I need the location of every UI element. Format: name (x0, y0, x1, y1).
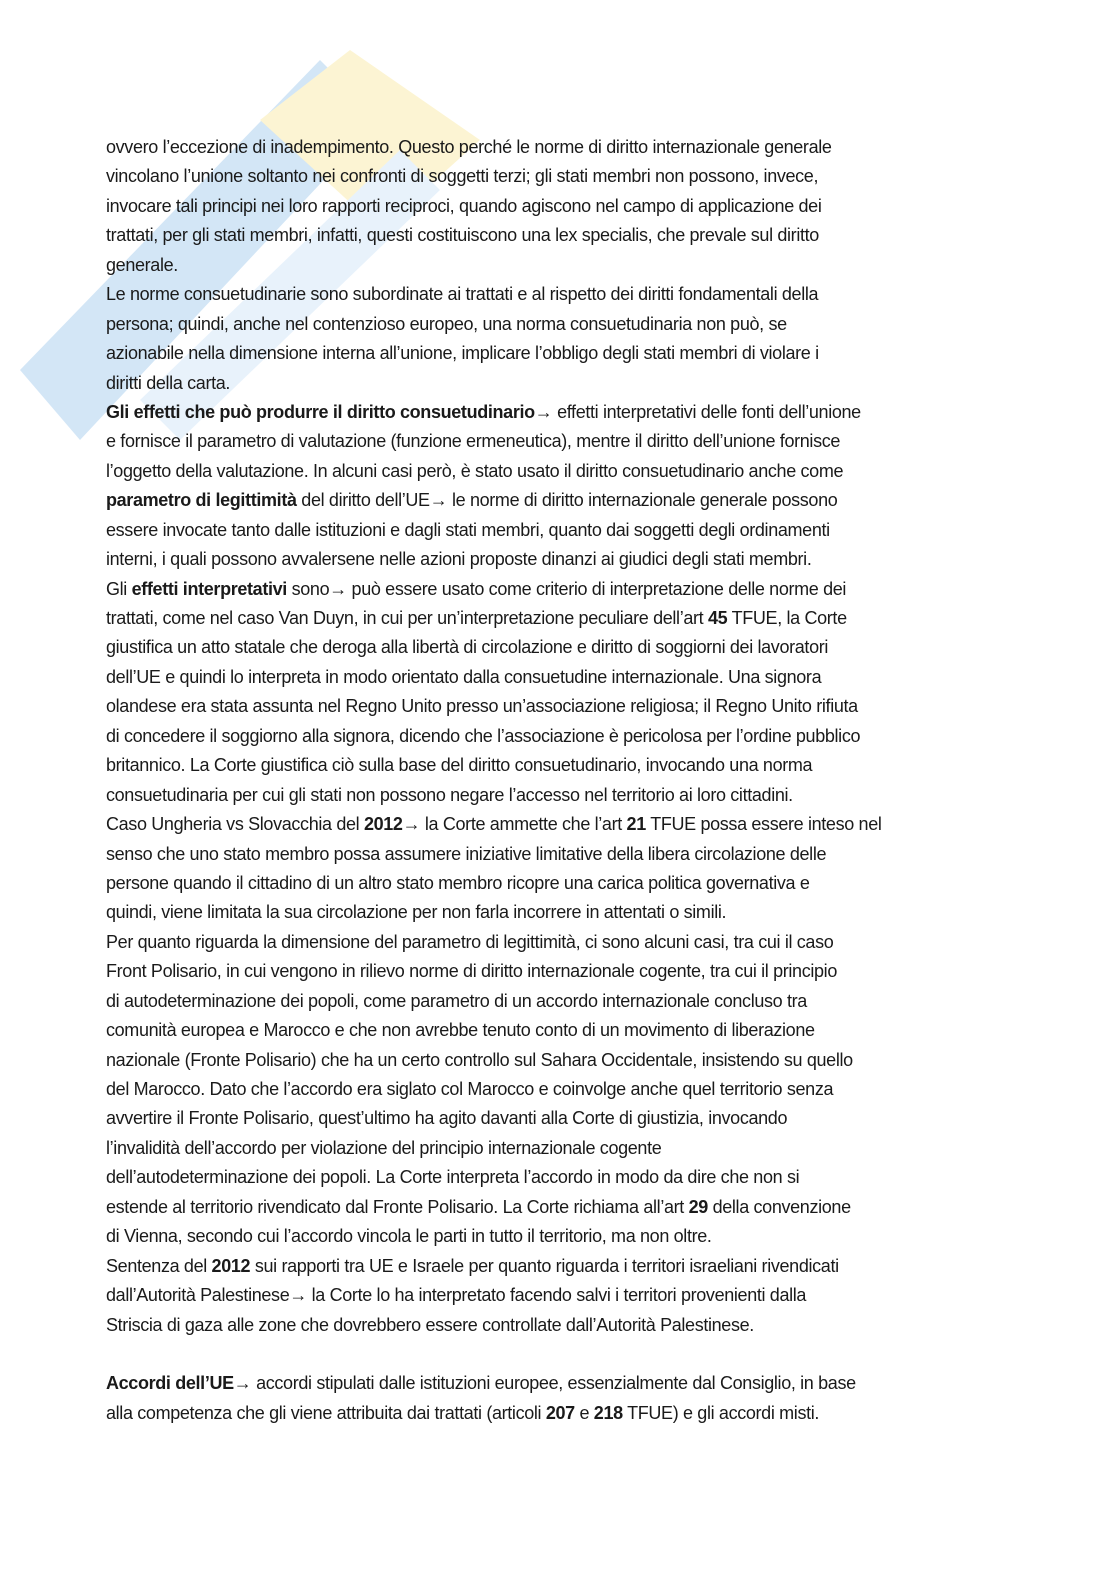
text-run: e (574, 1402, 594, 1423)
text-line (106, 1046, 1006, 1075)
text-run: dall’Autorità Palestinese→ la Corte lo ha interpretato facendo salvi i territori provenienti dalla (106, 1285, 807, 1306)
text-run: TFUE) e gli accordi misti. (622, 1402, 820, 1423)
text-line (106, 840, 1006, 869)
text-run: di Vienna, secondo cui l’accordo vincola le parti in tutto il territorio, ma non oltre. (106, 1226, 712, 1247)
text-run: sono→ può essere usato come criterio di interpretazione delle norme dei (286, 578, 847, 599)
text-line (106, 310, 1006, 339)
text-run: olandese era stata assunta nel Regno Unito presso un’associazione religiosa; il Regno Unito rifiuta (106, 696, 858, 717)
text-line (106, 486, 1006, 515)
text-run: di autodeterminazione dei popoli, come parametro di un accordo internazionale concluso tra (106, 990, 807, 1011)
document-body (106, 133, 1006, 1428)
text-run: e fornisce il parametro di valutazione (funzione ermeneutica), mentre il diritto dell’unione fornisce (106, 431, 841, 452)
bold-text: 2012 (363, 814, 403, 835)
text-line (106, 810, 1006, 839)
text-run: → effetti interpretativi delle fonti dell’unione (534, 401, 861, 422)
text-line (106, 545, 1006, 574)
text-line (106, 1104, 1006, 1133)
text-run: Le norme consuetudinarie sono subordinate ai trattati e al rispetto dei diritti fondamentali della (106, 284, 819, 305)
text-line (106, 339, 1006, 368)
text-line (106, 1075, 1006, 1104)
text-run: del Marocco. Dato che l’accordo era siglato col Marocco e coinvolge anche quel territorio senza (106, 1079, 834, 1099)
text-run: di concedere il soggiorno alla signora, dicendo che l’associazione è pericolosa per l’ordine pubblico (106, 725, 861, 746)
text-line (106, 221, 1006, 250)
text-line (106, 928, 1006, 957)
text-line (106, 692, 1006, 721)
text-line (106, 781, 1006, 810)
text-line (106, 1193, 1006, 1222)
bold-text: 218 (593, 1402, 623, 1423)
text-line (106, 575, 1006, 604)
text-line (106, 898, 1006, 927)
text-line (106, 133, 1006, 162)
text-line (106, 1281, 1006, 1310)
text-run: interni, i quali possono avvalersene nelle azioni proposte dinanzi ai giudici degli stati membri. (106, 549, 812, 570)
text-run: TFUE, la Corte (727, 608, 847, 628)
text-run: Sentenza del (106, 1255, 212, 1276)
bold-text: Gli effetti che può produrre il diritto consuetudinario (106, 401, 535, 422)
text-run: quindi, viene limitata la sua circolazione per non farla incorrere in attentati o simili. (106, 902, 727, 923)
text-run: generale. (106, 254, 178, 275)
text-run: diritti della carta. (106, 372, 231, 393)
text-line (106, 1222, 1006, 1251)
text-line (106, 1163, 1006, 1192)
text-run: vincolano l’unione soltanto nei confronti di soggetti terzi; gli stati membri non possono, invece, (106, 166, 819, 187)
text-run: invocare tali principi nei loro rapporti reciproci, quando agiscono nel campo di applicazione dei (106, 195, 822, 216)
text-line (106, 604, 1006, 633)
text-line (106, 1311, 1006, 1340)
bold-text: parametro di legittimità (106, 490, 297, 511)
text-line (106, 1369, 1006, 1398)
text-run: Caso Ungheria vs Slovacchia del (106, 814, 364, 835)
text-run: Striscia di gaza alle zone che dovrebbero essere controllate dall’Autorità Palestinese. (106, 1314, 754, 1335)
text-run: sui rapporti tra UE e Israele per quanto riguarda i territori israeliani rivendicati (250, 1255, 839, 1276)
text-run: consuetudinaria per cui gli stati non possono negare l’accesso nel territorio ai loro cittadini. (106, 784, 793, 805)
text-line (106, 1252, 1006, 1281)
text-run: della convenzione (707, 1196, 851, 1217)
text-run: nazionale (Fronte Polisario) che ha un certo controllo sul Sahara Occidentale, insistendo su quello (106, 1049, 853, 1070)
text-run: l’oggetto della valutazione. In alcuni casi però, è stato usato il diritto consuetudinario anche come (106, 460, 844, 481)
text-run: britannico. La Corte giustifica ciò sulla base del diritto consuetudinario, invocando una norma (106, 755, 813, 776)
text-line (106, 192, 1006, 221)
text-line (106, 1016, 1006, 1045)
text-line (106, 369, 1006, 398)
text-run: trattati, come nel caso Van Duyn, in cui per un’interpretazione peculiare dell’art (106, 608, 708, 628)
text-run: dell’autodeterminazione dei popoli. La Corte interpreta l’accordo in modo da dire che non si (106, 1167, 800, 1188)
text-line (106, 457, 1006, 486)
blank-line (106, 1340, 1006, 1369)
text-run: giustifica un atto statale che deroga alla libertà di circolazione e diritto di soggiorni dei lavoratori (106, 637, 829, 658)
text-run: avvertire il Fronte Polisario, quest’ultimo ha agito davanti alla Corte di giustizia, invocando (106, 1108, 788, 1129)
text-run: trattati, per gli stati membri, infatti, questi costituiscono una lex specialis, che prevale sul diritto (106, 225, 819, 246)
text-line (106, 1399, 1006, 1428)
text-line (106, 516, 1006, 545)
text-run: essere invocate tanto dalle istituzioni e dagli stati membri, quanto dai soggetti degli ordinamenti (106, 519, 830, 540)
bold-text: 207 (545, 1402, 575, 1423)
text-run: ovvero l’eccezione di inadempimento. Questo perché le norme di diritto internazionale generale (106, 137, 832, 157)
text-run: alla competenza che gli viene attribuita dai trattati (articoli (106, 1402, 546, 1423)
text-line (106, 987, 1006, 1016)
text-line (106, 1134, 1006, 1163)
bold-text: 21 (626, 814, 646, 835)
text-line (106, 280, 1006, 309)
bold-text: 45 (707, 608, 728, 628)
text-run: persona; quindi, anche nel contenzioso europeo, una norma consuetudinaria non può, se (106, 313, 787, 334)
text-line (106, 957, 1006, 986)
text-run: estende al territorio rivendicato dal Fronte Polisario. La Corte richiama all’art (106, 1196, 689, 1217)
text-run: Gli (106, 578, 132, 599)
text-run: comunità europea e Marocco e che non avrebbe tenuto conto di un movimento di liberazione (106, 1020, 815, 1041)
text-line (106, 722, 1006, 751)
bold-text: effetti interpretativi (131, 578, 287, 599)
bold-text: Accordi dell’UE (106, 1373, 234, 1394)
text-line (106, 427, 1006, 456)
text-run: senso che uno stato membro possa assumere iniziative limitative della libera circolazione delle (106, 843, 827, 864)
text-line (106, 663, 1006, 692)
text-line (106, 251, 1006, 280)
text-line (106, 162, 1006, 191)
text-run: → la Corte ammette che l’art (402, 814, 627, 835)
text-run: dell’UE e quindi lo interpreta in modo orientato dalla consuetudine internazionale. Una signora (106, 666, 822, 687)
text-run: del diritto dell’UE→ le norme di diritto internazionale generale possono (296, 490, 838, 511)
text-run: Per quanto riguarda la dimensione del parametro di legittimità, ci sono alcuni casi, tra cui il caso (106, 931, 834, 952)
text-run: l’invalidità dell’accordo per violazione del principio internazionale cogente (106, 1137, 662, 1158)
text-run: azionabile nella dimensione interna all’unione, implicare l’obbligo degli stati membri di violare i (106, 343, 819, 364)
text-run: Front Polisario, in cui vengono in rilievo norme di diritto internazionale cogente, tra cui il principio (106, 961, 837, 982)
text-run: → accordi stipulati dalle istituzioni europee, essenzialmente dal Consiglio, in base (233, 1373, 856, 1394)
text-line (106, 751, 1006, 780)
text-line (106, 633, 1006, 662)
text-run: persone quando il cittadino di un altro stato membro ricopre una carica politica governativa e (106, 872, 810, 893)
bold-text: 29 (688, 1196, 708, 1217)
text-line (106, 398, 1006, 427)
text-line (106, 869, 1006, 898)
text-run: TFUE possa essere inteso nel (645, 814, 882, 835)
bold-text: 2012 (211, 1255, 251, 1276)
